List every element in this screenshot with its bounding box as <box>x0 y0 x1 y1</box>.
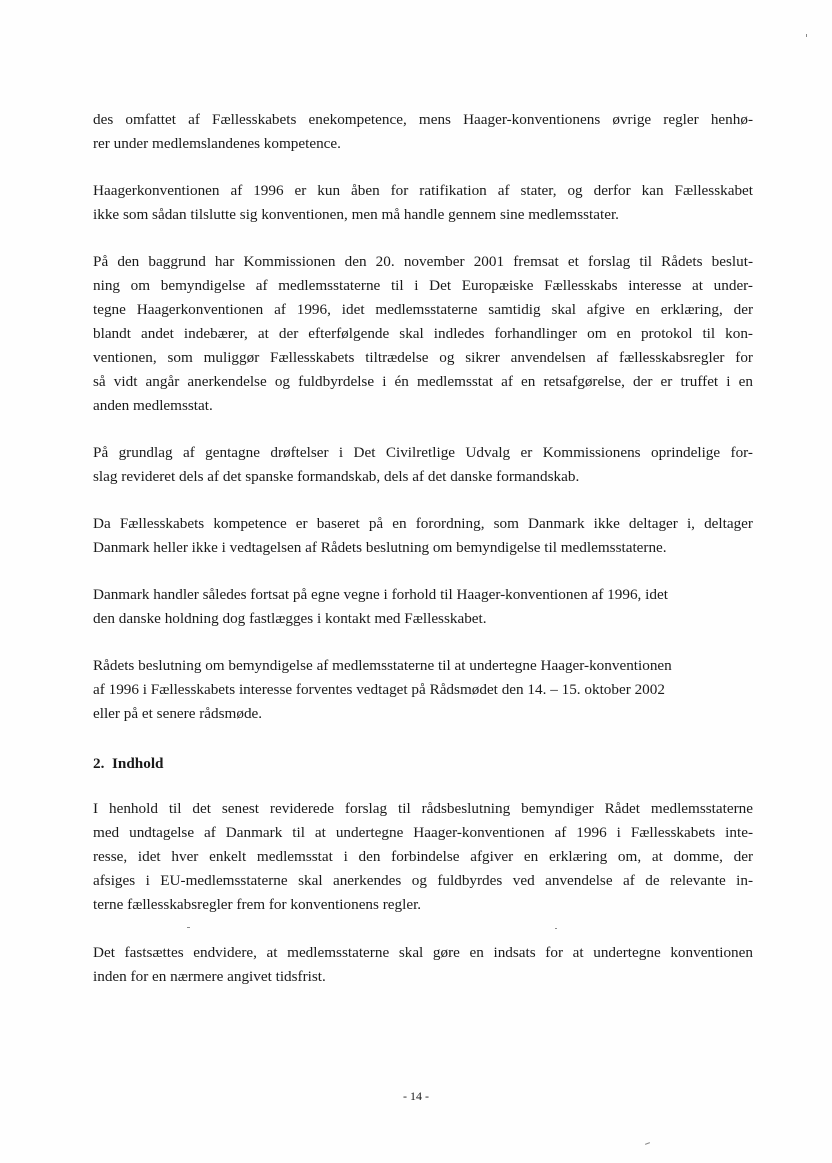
text-line: ventionen, som muliggør Fællesskabets tiltrædelse og sikrer anvendelsen af fællesskabsregler for <box>93 349 753 366</box>
text-line: Danmark handler således fortsat på egne vegne i forhold til Haager-konventionen af 1996, idet <box>93 586 668 603</box>
text-line: så vidt angår anerkendelse og fuldbyrdelse i én medlemsstat af en retsafgørelse, der er truffet i en <box>93 373 753 390</box>
text-line: Da Fællesskabets kompetence er baseret på en forordning, som Danmark ikke deltager i, deltager <box>93 515 753 532</box>
text-line: ikke som sådan tilslutte sig konventionen, men må handle gennem sine medlemsstater. <box>93 206 619 223</box>
text-line: blandt andet indebærer, at der efterfølgende skal indledes forhandlinger om en protokol til kon- <box>93 325 753 342</box>
text-line: På den baggrund har Kommissionen den 20. november 2001 fremsat et forslag til Rådets beslut- <box>93 253 753 270</box>
text-line: rer under medlemslandenes kompetence. <box>93 135 341 152</box>
text-line: anden medlemsstat. <box>93 397 213 414</box>
section-heading: 2. Indhold <box>93 755 164 772</box>
page-number: - 14 - <box>403 1089 429 1103</box>
scan-speck <box>645 1142 650 1145</box>
scan-speck <box>555 928 557 929</box>
text-line: Danmark heller ikke i vedtagelsen af Rådets beslutning om bemyndigelse til medlemsstaterne. <box>93 539 667 556</box>
text-line: des omfattet af Fællesskabets enekompetence, mens Haager-konventionens øvrige regler henhø- <box>93 111 753 128</box>
text-line: tegne Haagerkonventionen af 1996, idet medlemsstaterne samtidig skal afgive en erklæring, der <box>93 301 753 318</box>
text-line: Rådets beslutning om bemyndigelse af medlemsstaterne til at undertegne Haager-konventionen <box>93 657 672 674</box>
text-line: af 1996 i Fællesskabets interesse forventes vedtaget på Rådsmødet den 14. – 15. oktober 2002 <box>93 681 665 698</box>
text-line: eller på et senere rådsmøde. <box>93 705 263 722</box>
scan-speck <box>806 34 807 37</box>
scan-speck <box>187 927 190 928</box>
text-line: I henhold til det senest reviderede forslag til rådsbeslutning bemyndiger Rådet medlemsstaterne <box>93 800 753 817</box>
text-line: slag revideret dels af det spanske formandskab, dels af det danske formandskab. <box>93 468 580 485</box>
text-line: den danske holdning dog fastlægges i kontakt med Fællesskabet. <box>93 610 487 627</box>
text-line: På grundlag af gentagne drøftelser i Det Civilretlige Udvalg er Kommissionens oprindelige for- <box>93 444 753 461</box>
text-line: afsiges i EU-medlemsstaterne skal anerkendes og fuldbyrdes ved anvendelse af de relevante in- <box>93 872 753 889</box>
text-line: ning om bemyndigelse af medlemsstaterne til i Det Europæiske Fællesskabs interesse at under- <box>93 277 753 294</box>
text-line: Det fastsættes endvidere, at medlemsstaterne skal gøre en indsats for at undertegne konventionen <box>93 944 753 961</box>
text-line: terne fællesskabsregler frem for konventionens regler. <box>93 896 422 913</box>
text-line: med undtagelse af Danmark til at undertegne Haager-konventionen af 1996 i Fællesskabets inte- <box>93 824 753 841</box>
text-line: resse, idet hver enkelt medlemsstat i den forbindelse afgiver en erklæring om, at domme, der <box>93 848 753 865</box>
text-line: Haagerkonventionen af 1996 er kun åben for ratifikation af stater, og derfor kan Fællesskabet <box>93 182 753 199</box>
text-line: inden for en nærmere angivet tidsfrist. <box>93 968 326 985</box>
